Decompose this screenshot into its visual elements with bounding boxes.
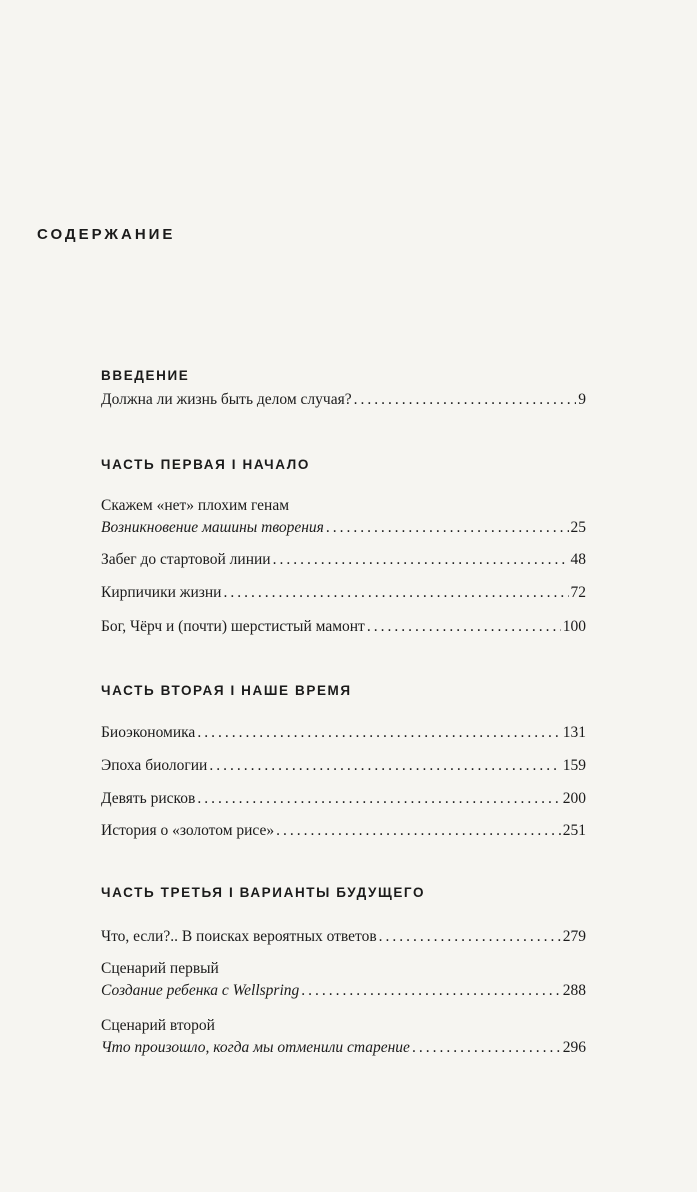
- entry-title: Бог, Чёрч и (почти) шерстистый мамонт: [101, 618, 365, 635]
- section-part2-label: ЧАСТЬ ВТОРАЯ I НАШЕ ВРЕМЯ: [101, 683, 352, 698]
- entry-page: 251: [562, 822, 586, 839]
- toc-entry[interactable]: [101, 584, 586, 602]
- entry-page: 296: [562, 1039, 586, 1056]
- entry-page: 48: [570, 551, 586, 568]
- entry-title: История о «золотом рисе»: [101, 822, 275, 839]
- entry-title: Что произошло, когда мы отменили старение: [101, 1039, 410, 1056]
- entry-title: Девять рисков: [101, 790, 196, 807]
- leader-dots: [273, 551, 569, 569]
- entry-title: Должна ли жизнь быть делом случая?: [101, 391, 352, 408]
- entry-title: Кирпичики жизни: [101, 584, 222, 601]
- leader-dots: [354, 391, 577, 409]
- section-part1-label: ЧАСТЬ ПЕРВАЯ I НАЧАЛО: [101, 457, 310, 472]
- entry-page: 279: [562, 928, 586, 945]
- scenario-title[interactable]: Сценарий первый: [101, 960, 219, 977]
- entry-page: 9: [578, 391, 586, 408]
- leader-dots: [367, 618, 561, 636]
- entry-page: 288: [562, 982, 586, 999]
- toc-entry[interactable]: [101, 391, 586, 409]
- section-part3-label: ЧАСТЬ ТРЕТЬЯ I ВАРИАНТЫ БУДУЩЕГО: [101, 885, 426, 900]
- entry-title: Создание ребенка с Wellspring: [101, 982, 300, 999]
- toc-heading: СОДЕРЖАНИЕ: [37, 226, 176, 243]
- toc-entry[interactable]: [101, 928, 586, 946]
- toc-entry[interactable]: [101, 618, 586, 636]
- leader-dots: [301, 982, 560, 1000]
- toc-entry[interactable]: [101, 790, 586, 808]
- leader-dots: [209, 757, 560, 775]
- leader-dots: [197, 790, 560, 808]
- section-intro-label: ВВЕДЕНИЕ: [101, 368, 190, 383]
- entry-page: 159: [562, 757, 586, 774]
- entry-page: 25: [570, 519, 586, 536]
- leader-dots: [197, 724, 560, 742]
- entry-page: 100: [562, 618, 586, 635]
- toc-entry[interactable]: [101, 519, 586, 537]
- leader-dots: [326, 519, 569, 537]
- chapter-title[interactable]: Скажем «нет» плохим генам: [101, 497, 290, 514]
- toc-entry[interactable]: [101, 724, 586, 742]
- entry-page: 72: [570, 584, 586, 601]
- toc-entry[interactable]: [101, 982, 586, 1000]
- leader-dots: [379, 928, 561, 946]
- toc-entry[interactable]: [101, 1039, 586, 1057]
- entry-title: Эпоха биологии: [101, 757, 208, 774]
- entry-page: 131: [562, 724, 586, 741]
- entry-title: Забег до стартовой линии: [101, 551, 271, 568]
- leader-dots: [412, 1039, 561, 1057]
- toc-entry[interactable]: [101, 757, 586, 775]
- toc-entry[interactable]: [101, 551, 586, 569]
- scenario-title[interactable]: Сценарий второй: [101, 1017, 215, 1034]
- leader-dots: [223, 584, 568, 602]
- entry-title: Биоэкономика: [101, 724, 196, 741]
- entry-title: Что, если?.. В поисках вероятных ответов: [101, 928, 377, 945]
- toc-entry[interactable]: [101, 822, 586, 840]
- entry-page: 200: [562, 790, 586, 807]
- leader-dots: [276, 822, 561, 840]
- entry-title: Возникновение машины творения: [101, 519, 324, 536]
